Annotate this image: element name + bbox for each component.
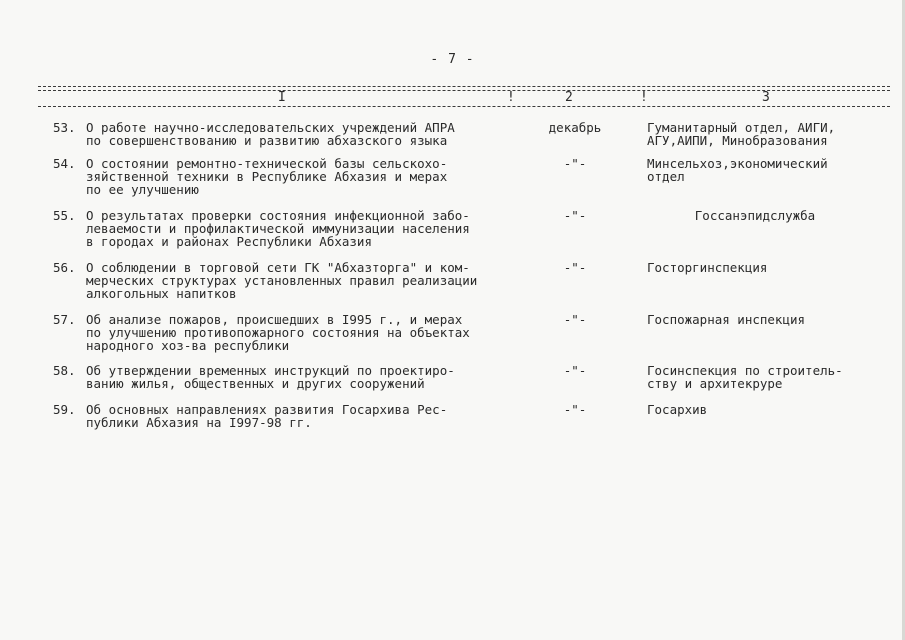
item-responsible: Госпожарная инспекция [647,312,806,327]
column-separator: ! [640,90,648,105]
item-responsible: Гуманитарный отдел, АИГИ, АГУ,АИПИ, Минобразования [647,120,836,148]
item-subject: О соблюдении в торговой сети ГК "Абхазторга" и ком- мерческих структурах установленных правил реализации алкогольных напитков [86,260,478,301]
item-subject: Об утверждении временных инструкций по проектиро- ванию жилья, общественных и других сооружений [86,363,455,391]
item-date: -"- [563,260,587,275]
item-date: -"- [563,363,587,378]
item-responsible: Минсельхоз,экономический отдел [647,156,828,184]
item-number: 57. [53,312,76,327]
item-number: 56. [53,260,76,275]
item-number: 59. [53,402,76,417]
item-date: -"- [563,312,587,327]
item-subject: Об анализе пожаров, происшедших в I995 г., и мерах по улучшению противопожарного состояния на объектах народного хоз-ва республики [86,312,470,353]
item-subject: О состоянии ремонтно-технической базы сельскохо- зяйственной техники в Республике Абхазия и мерах по ее улучшению [86,156,448,197]
item-responsible: Госархив [647,402,708,417]
column-header-3: 3 [762,90,770,105]
item-responsible: Госсанэпидслужба [694,208,816,223]
item-date: декабрь [548,120,602,135]
header-rule-top [38,86,890,87]
column-header-1: I [278,90,286,105]
item-date: -"- [563,156,587,171]
item-number: 53. [53,120,76,135]
item-number: 58. [53,363,76,378]
column-separator: ! [507,90,515,105]
item-date: -"- [563,402,587,417]
item-number: 54. [53,156,76,171]
item-subject: О результатах проверки состояния инфекционной забо- леваемости и профилактической иммунизации населения в городах и районах Республики Абхазия [86,208,470,249]
item-number: 55. [53,208,76,223]
item-subject: Об основных направлениях развития Госархива Рес- публики Абхазия на I997-98 гг. [86,402,448,430]
item-responsible: Госинспекция по строитель- ству и архитекруре [647,363,843,391]
item-date: -"- [563,208,587,223]
header-rule-bottom [38,106,890,107]
page-number: - 7 - [430,52,475,67]
item-responsible: Госторгинспекция [647,260,768,275]
item-subject: О работе научно-исследовательских учреждений АПРА по совершенствованию и развитию абхазского языка [86,120,455,148]
column-header-2: 2 [565,90,573,105]
